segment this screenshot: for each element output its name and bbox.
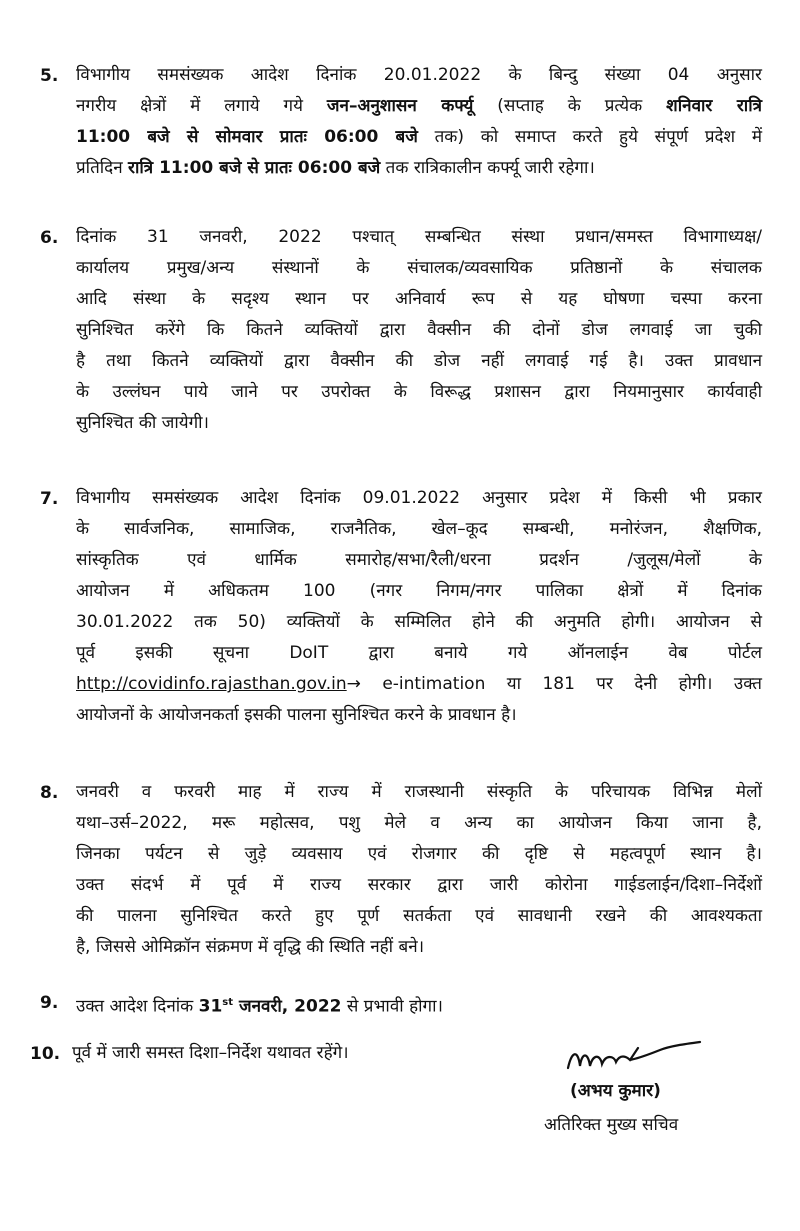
text-line: [76, 60, 762, 91]
text-line: [76, 808, 762, 839]
text-line: [76, 700, 762, 731]
text-segment: विभागीय समसंख्यक आदेश दिनांक 20.01.2022 के बिन्दु संख्या 04 अनुसार: [76, 65, 762, 85]
text-segment: रात्रि 11:00 बजे से प्रातः 06:00 बजे: [128, 158, 381, 178]
text-line: [76, 122, 762, 153]
point-text: [76, 60, 762, 184]
point-number: 8.: [40, 783, 59, 803]
point-number: 6.: [40, 228, 59, 248]
text-line: [76, 153, 762, 184]
point-text: [76, 483, 762, 731]
text-line: [76, 777, 762, 808]
text-segment: जन–अनुशासन कर्फ्यू: [326, 96, 474, 116]
text-line: [76, 669, 762, 700]
text-segment: विभागीय समसंख्यक आदेश दिनांक 09.01.2022 अनुसार प्रदेश में किसी भी प्रकार: [76, 488, 762, 508]
text-segment: की पालना सुनिश्चित करते हुए पूर्ण सतर्कता एवं सावधानी रखने की आवश्यकता: [76, 906, 762, 926]
text-segment: आयोजन में अधिकतम 100 (नगर निगम/नगर पालिका क्षेत्रों में दिनांक: [76, 581, 762, 601]
text-line: [76, 901, 762, 932]
text-line: [76, 222, 762, 253]
text-segment: है, जिससे ओमिक्रॉन संक्रमण में वृद्धि की स्थिति नहीं बने।: [76, 937, 425, 957]
text-segment: उक्त संदर्भ में पूर्व में राज्य सरकार द्वारा जारी कोरोना गाईडलाईन/दिशा–निर्देशों: [76, 875, 762, 895]
point-text: [76, 777, 762, 963]
text-segment: पूर्व में जारी समस्त दिशा–निर्देश यथावत रहेंगे।: [72, 1043, 349, 1063]
ordinal-suffix: st: [222, 997, 234, 1008]
text-line: [76, 932, 762, 963]
text-segment: नगरीय क्षेत्रों में लगाये गये: [76, 96, 327, 116]
text-segment: 11:00 बजे से सोमवार प्रातः 06:00 बजे: [76, 127, 418, 147]
text-line: [76, 284, 762, 315]
text-line: [76, 839, 762, 870]
text-line: [76, 377, 762, 408]
text-segment: प्रतिदिन: [76, 158, 129, 178]
text-segment: सांस्कृतिक एवं धार्मिक समारोह/सभा/रैली/धरना प्रदर्शन /जुलूस/मेलों के: [76, 550, 762, 570]
point-number: 7.: [40, 489, 59, 509]
text-line: [76, 638, 762, 669]
text-segment: → e-intimation या 181 पर देनी होगी। उक्त: [346, 674, 762, 694]
text-segment: उक्त आदेश दिनांक: [76, 996, 199, 1017]
text-line: [76, 483, 762, 514]
text-segment: आयोजनों के आयोजनकर्ता इसकी पालना सुनिश्चित करने के प्रावधान है।: [76, 705, 517, 725]
text-segment: (सप्ताह के प्रत्येक: [473, 96, 667, 116]
text-segment: जिनका पर्यटन से जुड़े व्यवसाय एवं रोजगार की दृष्टि से महत्वपूर्ण स्थान है।: [76, 844, 762, 864]
text-line: [76, 576, 762, 607]
text-line: [76, 91, 762, 122]
text-segment: 31: [198, 996, 223, 1017]
text-line: [76, 545, 762, 576]
text-segment: तक रात्रिकालीन कर्फ्यू जारी रहेगा।: [380, 158, 595, 178]
text-line: [76, 346, 762, 377]
point-number: 9.: [40, 993, 59, 1013]
text-segment: कार्यालय प्रमुख/अन्य संस्थानों के संचालक/व्यवसायिक प्रतिष्ठानों के संचालक: [76, 258, 762, 278]
text-segment: शनिवार रात्रि: [666, 96, 762, 116]
point-number: 10.: [30, 1044, 61, 1064]
point-number: 5.: [40, 66, 59, 86]
text-segment: पूर्व इसकी सूचना DoIT द्वारा बनाये गये ऑनलाईन वेब पोर्टल: [76, 643, 762, 663]
text-segment: जनवरी, 2022: [233, 996, 342, 1017]
text-segment: के उल्लंघन पाये जाने पर उपरोक्त के विरूद्ध प्रशासन द्वारा नियमानुसार कार्यवाही: [76, 382, 762, 402]
text-segment: यथा–उर्स–2022, मरू महोत्सव, पशु मेले व अन्य का आयोजन किया जाना है,: [76, 813, 762, 833]
text-line: [76, 253, 762, 284]
signatory-designation: अतिरिक्त मुख्य सचिव: [544, 1115, 679, 1135]
text-line: [76, 408, 762, 439]
text-line: [76, 315, 762, 346]
text-line: [76, 514, 762, 545]
portal-link[interactable]: http://covidinfo.rajasthan.gov.in: [76, 674, 347, 694]
text-line: [76, 607, 762, 638]
text-segment: सुनिश्चित करेंगे कि कितने व्यक्तियों द्वारा वैक्सीन की दोनों डोज लगवाई जा चुकी: [76, 320, 762, 340]
text-segment: दिनांक 31 जनवरी, 2022 पश्चात् सम्बन्धित संस्था प्रधान/समस्त विभागाध्यक्ष/: [76, 227, 762, 247]
text-segment: है तथा कितने व्यक्तियों द्वारा वैक्सीन की डोज नहीं लगवाई गई है। उक्त प्रावधान: [76, 351, 762, 371]
text-segment: से प्रभावी होगा।: [341, 996, 443, 1017]
point-text: [76, 222, 762, 439]
text-segment: सुनिश्चित की जायेगी।: [76, 413, 210, 433]
text-segment: तक) को समाप्त करते हुये संपूर्ण प्रदेश में: [417, 127, 762, 147]
text-segment: जनवरी व फरवरी माह में राज्य में राजस्थानी संस्कृति के परिचायक विभिन्न मेलों: [76, 782, 762, 802]
text-segment: के सार्वजनिक, सामाजिक, राजनैतिक, खेल–कूद सम्बन्धी, मनोरंजन, शैक्षणिक,: [76, 519, 762, 539]
signatory-name: (अभय कुमार): [570, 1081, 661, 1101]
text-line: [76, 870, 762, 901]
handwritten-signature: [560, 1040, 710, 1080]
text-segment: आदि संस्था के सदृश्य स्थान पर अनिवार्य रूप से यह घोषणा चस्पा करना: [76, 289, 762, 309]
point-text: [76, 987, 762, 1023]
text-segment: 30.01.2022 तक 50) व्यक्तियों के सम्मिलित होने की अनुमति होगी। आयोजन से: [76, 612, 762, 632]
text-line: [76, 987, 762, 1023]
